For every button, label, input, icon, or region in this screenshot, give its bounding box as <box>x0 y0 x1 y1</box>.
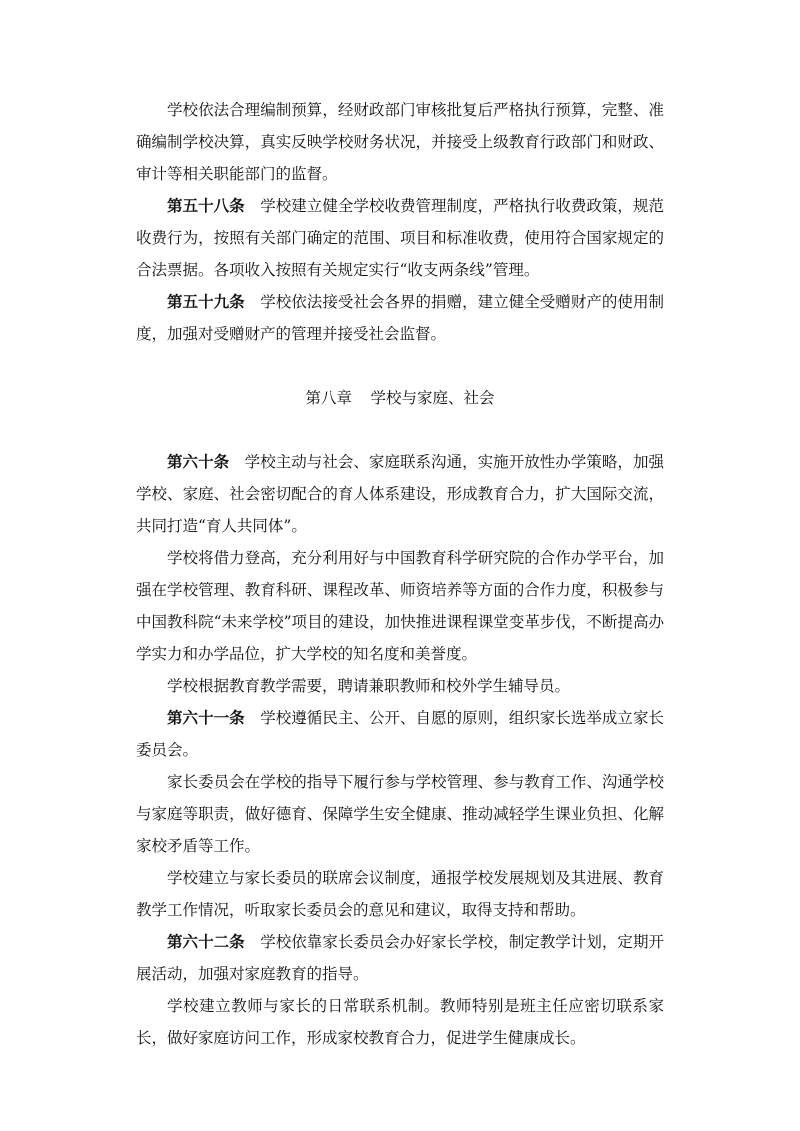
paragraph: 学校将借力登高，充分利用好与中国教育科学研究院的合作办学平台，加强在学校管理、教育科研、课程改革、师资培养等方面的合作力度，积极参与中国教科院“未来学校”项目的建设，加快推进课程课堂变革步伐，不断提高办学实力和办学品位，扩大学校的知名度和美誉度。 <box>136 549 664 663</box>
paragraph: 学校根据教育教学需要，聘请兼职教师和校外学生辅导员。 <box>167 677 571 695</box>
article-label: 第五十九条 <box>167 293 245 311</box>
chapter-number: 第八章 <box>305 389 352 407</box>
article-58 <box>136 190 664 286</box>
chapter-heading <box>136 382 664 414</box>
article-text: 学校遵循民主、公开、自愿的原则，组织家长选举成立家长委员会。 <box>136 709 664 759</box>
article-text: 学校建立健全学校收费管理制度，严格执行收费政策，规范收费行为，按照有关部门确定的范围、项目和标准收费，使用符合国家规定的合法票据。各项收入按照有关规定实行“收支两条线”管理。 <box>136 197 664 279</box>
chapter-title: 学校与家庭、社会 <box>370 389 495 407</box>
article-label: 第六十一条 <box>167 709 245 727</box>
article-text: 学校主动与社会、家庭联系沟通，实施开放性办学策略，加强学校、家庭、社会密切配合的育人体系建设，形成教育合力，扩大国际交流，共同打造“育人共同体”。 <box>136 453 664 535</box>
article-59 <box>136 286 664 350</box>
article-60 <box>136 446 664 542</box>
article-label: 第六十条 <box>167 453 230 471</box>
article-62 <box>136 926 664 990</box>
article-label: 第五十八条 <box>167 197 245 215</box>
document-body <box>136 94 664 1054</box>
article-text: 学校依法接受社会各界的捐赠，建立健全受赠财产的使用制度，加强对受赠财产的管理并接受社会监督。 <box>136 293 664 343</box>
paragraph: 学校建立与家长委员的联席会议制度，通报学校发展规划及其进展、教育教学工作情况，听取家长委员会的意见和建议，取得支持和帮助。 <box>136 869 664 919</box>
article-text: 学校依靠家长委员会办好家长学校，制定教学计划，定期开展活动，加强对家庭教育的指导。 <box>136 933 664 983</box>
paragraph: 家长委员会在学校的指导下履行参与学校管理、参与教育工作、沟通学校与家庭等职责，做好德育、保障学生安全健康、推动减轻学生课业负担、化解家校矛盾等工作。 <box>136 773 664 855</box>
article-label: 第六十二条 <box>167 933 245 951</box>
article-61 <box>136 702 664 766</box>
paragraph: 学校建立教师与家长的日常联系机制。教师特别是班主任应密切联系家长，做好家庭访问工作，形成家校教育合力，促进学生健康成长。 <box>136 997 664 1047</box>
paragraph: 学校依法合理编制预算，经财政部门审核批复后严格执行预算，完整、准确编制学校决算，真实反映学校财务状况，并接受上级教育行政部门和财政、审计等相关职能部门的监督。 <box>136 101 664 183</box>
